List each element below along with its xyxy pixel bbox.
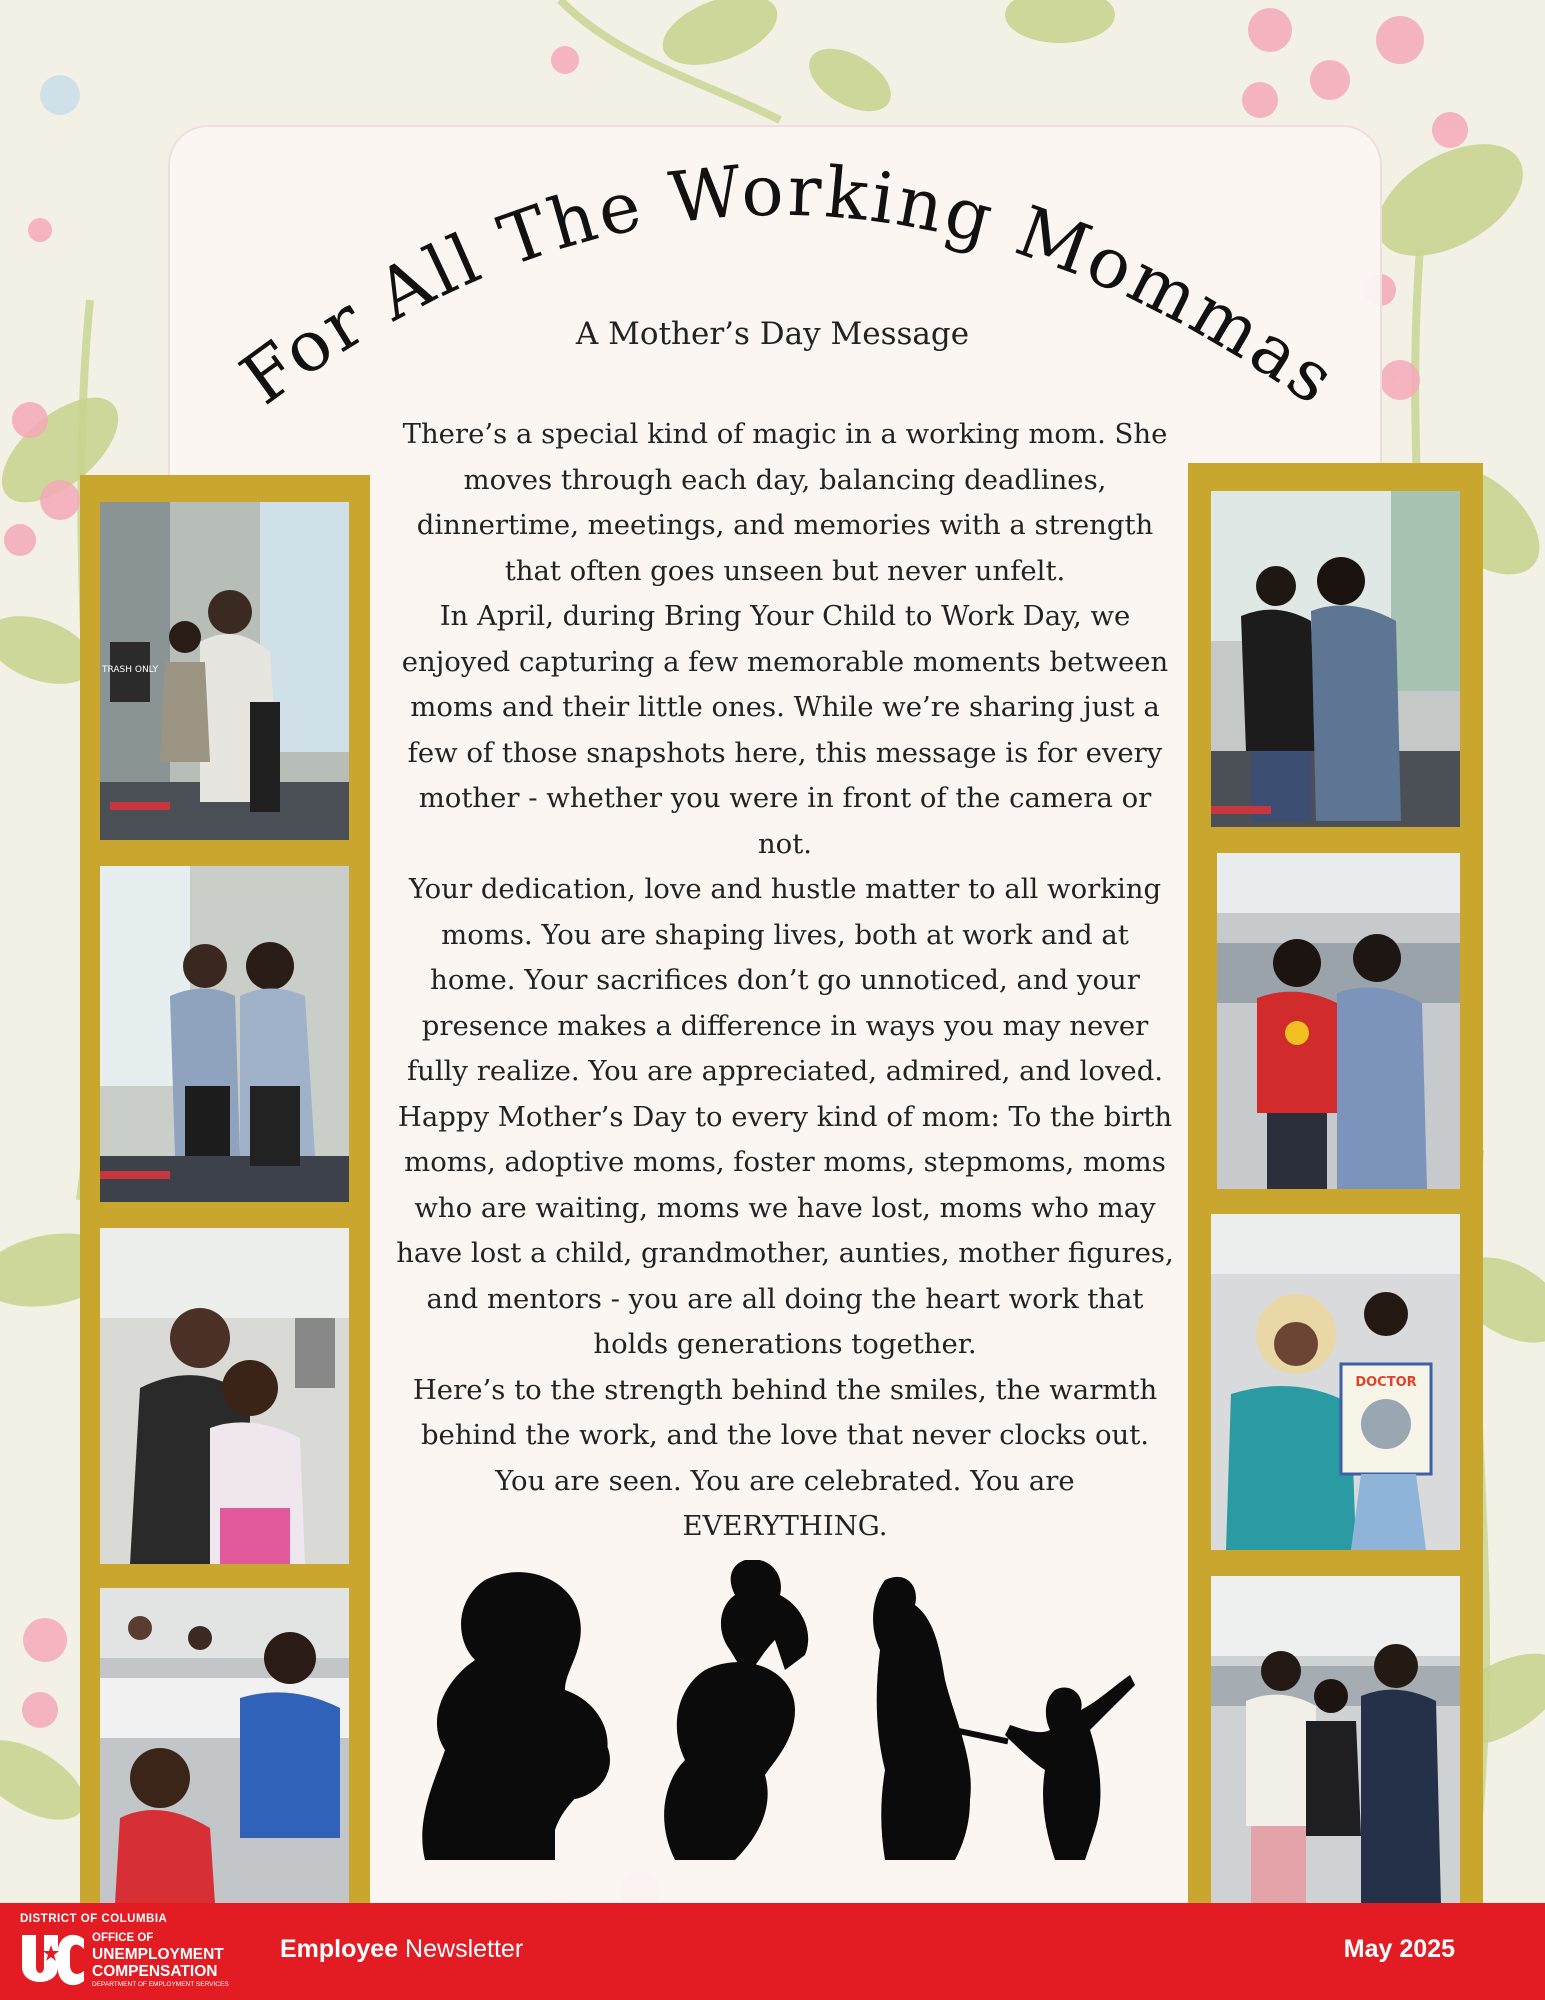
photo-mom-and-daughter-denim: [100, 866, 349, 1202]
photo-mom-and-daughter-incredibles: [1217, 853, 1460, 1189]
silhouette-mother-lifting-child: [664, 1662, 795, 1860]
newsletter-rest: Newsletter: [398, 1935, 524, 1963]
paragraph-dedication: Your dedication, love and hustle matter to all working moms. You are shaping lives, both at work and at home. Your sacrifices don’t go unnoticed, and your presence makes a difference in ways you may never fully realize. You are appreciated, admired, and loved.: [406, 873, 1164, 1087]
newsletter-footer: [0, 1903, 1545, 2000]
issue-date: May 2025: [1343, 1935, 1455, 1963]
silhouette-mother-walking: [873, 1577, 971, 1860]
silhouette-baby: [520, 1720, 610, 1800]
photo-mom-and-toddler-table: [100, 1588, 349, 1904]
paragraph-every-mom: Happy Mother’s Day to every kind of mom: To the birth moms, adoptive moms, foster moms, stepmoms, moms who are waiting, moms we have lost, moms who may have lost a child, grandmother, aunties, mother figures, and mentors - you are all doing the heart work that holds generations together.: [396, 1100, 1174, 1360]
uc-logo-icon: [18, 1931, 86, 1989]
paragraph-april: In April, during Bring Your Child to Work Day, we enjoyed capturing a few memorable moments between moms and their little ones. While we’re sharing just a few of those snapshots here, this message is for every mother - whether you were in front of the camera or not.: [401, 600, 1169, 860]
message-body: [395, 412, 1175, 1550]
logo-compensation: COMPENSATION: [92, 1963, 218, 1980]
photo-mom-and-girl-pink: [100, 1228, 349, 1564]
paragraph-magic: There’s a special kind of magic in a working mom. She moves through each day, balancing deadlines, dinnertime, meetings, and memories with a strength that often goes unseen but never unfelt.: [402, 418, 1168, 587]
silhouette-lifted-child: [721, 1560, 808, 1675]
logo-unemployment: UNEMPLOYMENT: [92, 1946, 224, 1963]
logo-district-text: DISTRICT OF COLUMBIA: [20, 1913, 168, 1925]
page-title: For All The Working Mommas: [226, 149, 1352, 422]
photo-mom-and-girl-doctor: [1211, 1214, 1460, 1550]
logo-department: DEPARTMENT OF EMPLOYMENT SERVICES: [92, 1981, 229, 1988]
silhouette-girl-arms-up: [1005, 1675, 1135, 1860]
doctor-coloring-text: DOCTOR: [1355, 1375, 1417, 1390]
logo-office-of: OFFICE OF: [92, 1932, 154, 1944]
photo-mom-with-two-children: [1211, 1576, 1460, 1905]
paragraph-closing: Here’s to the strength behind the smiles, the warmth behind the work, and the love that never clocks out. You are seen. You are celebrated. You are EVERYTHING.: [412, 1373, 1158, 1542]
page-subtitle: A Mother’s Day Message: [575, 316, 970, 352]
photo-mom-and-boy-lobby: [1211, 491, 1460, 827]
newsletter-bold: Employee: [280, 1935, 399, 1963]
silhouette-mother-cradling-baby: [422, 1572, 607, 1860]
mother-child-silhouettes: [415, 1560, 1195, 1860]
trash-sign-text: TRASH ONLY: [101, 665, 159, 675]
newsletter-name: [280, 1935, 523, 1964]
photo-mom-hugging-son: [100, 502, 349, 840]
